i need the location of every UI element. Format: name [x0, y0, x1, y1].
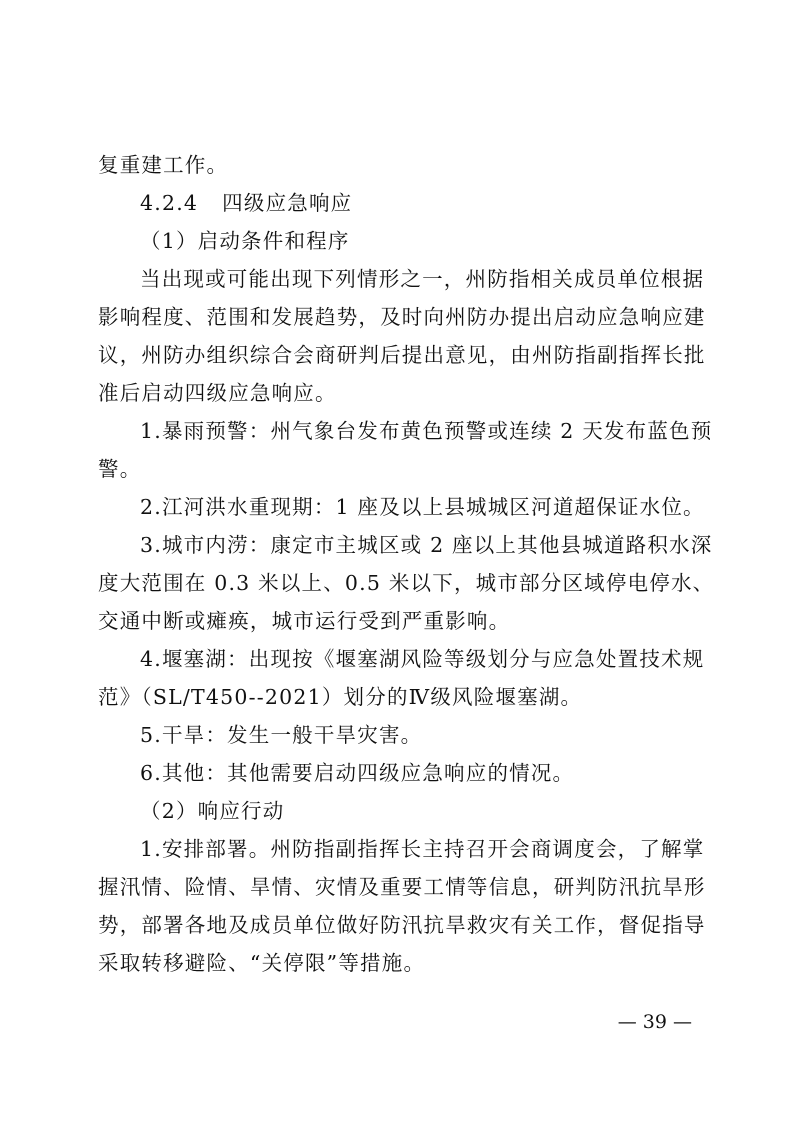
condition-item-barrier-lake-cont: 范》（SL/T450--2021）划分的Ⅳ级风险堰塞湖。 — [98, 685, 583, 709]
document-body — [98, 146, 715, 982]
condition-item-barrier-lake: 4.堰塞湖：出现按《堰塞湖风险等级划分与应急处置技术规 — [140, 647, 705, 671]
text-line-1: 复重建工作。 — [98, 153, 229, 177]
condition-item-rainstorm: 1.暴雨预警：州气象台发布黄色预警或连续 2 天发布蓝色预 — [140, 419, 713, 443]
condition-item-flood: 2.江河洪水重现期：1 座及以上县城城区河道超保证水位。 — [140, 495, 705, 519]
section-number: 4.2.4 — [140, 191, 199, 215]
action-item-deployment-cont: 采取转移避险、“关停限”等措施。 — [98, 951, 426, 975]
paragraph-line: 准后启动四级应急响应。 — [98, 381, 337, 405]
subsection-heading-start-conditions: （1）启动条件和程序 — [140, 229, 350, 253]
section-title: 四级应急响应 — [222, 191, 353, 215]
page-number: — 39 — — [617, 1011, 692, 1033]
subsection-heading-response-actions: （2）响应行动 — [140, 799, 285, 823]
condition-item-waterlogging-cont: 交通中断或瘫痪，城市运行受到严重影响。 — [98, 609, 511, 633]
action-item-deployment-cont: 握汛情、险情、旱情、灾情及重要工情等信息，研判防汛抗旱形 — [98, 875, 706, 899]
paragraph-line: 议，州防办组织综合会商研判后提出意见，由州防指副指挥长批 — [98, 343, 706, 367]
section-heading — [98, 184, 692, 222]
condition-item-rainstorm-cont: 警。 — [98, 457, 142, 481]
action-item-deployment-cont: 势，部署各地及成员单位做好防汛抗旱救灾有关工作，督促指导 — [98, 913, 706, 937]
condition-item-drought: 5.干旱：发生一般干旱灾害。 — [140, 723, 423, 747]
condition-item-waterlogging: 3.城市内涝：康定市主城区或 2 座以上其他县城道路积水深 — [140, 533, 713, 557]
action-item-deployment: 1.安排部署。州防指副指挥长主持召开会商调度会，了解掌 — [140, 837, 705, 861]
condition-item-other: 6.其他：其他需要启动四级应急响应的情况。 — [140, 761, 575, 785]
paragraph-line: 当出现或可能出现下列情形之一，州防指相关成员单位根据 — [140, 267, 705, 291]
condition-item-waterlogging-cont: 度大范围在 0.3 米以上、0.5 米以下，城市部分区域停电停水、 — [98, 571, 715, 595]
paragraph-line: 影响程度、范围和发展趋势，及时向州防办提出启动应急响应建 — [98, 305, 706, 329]
